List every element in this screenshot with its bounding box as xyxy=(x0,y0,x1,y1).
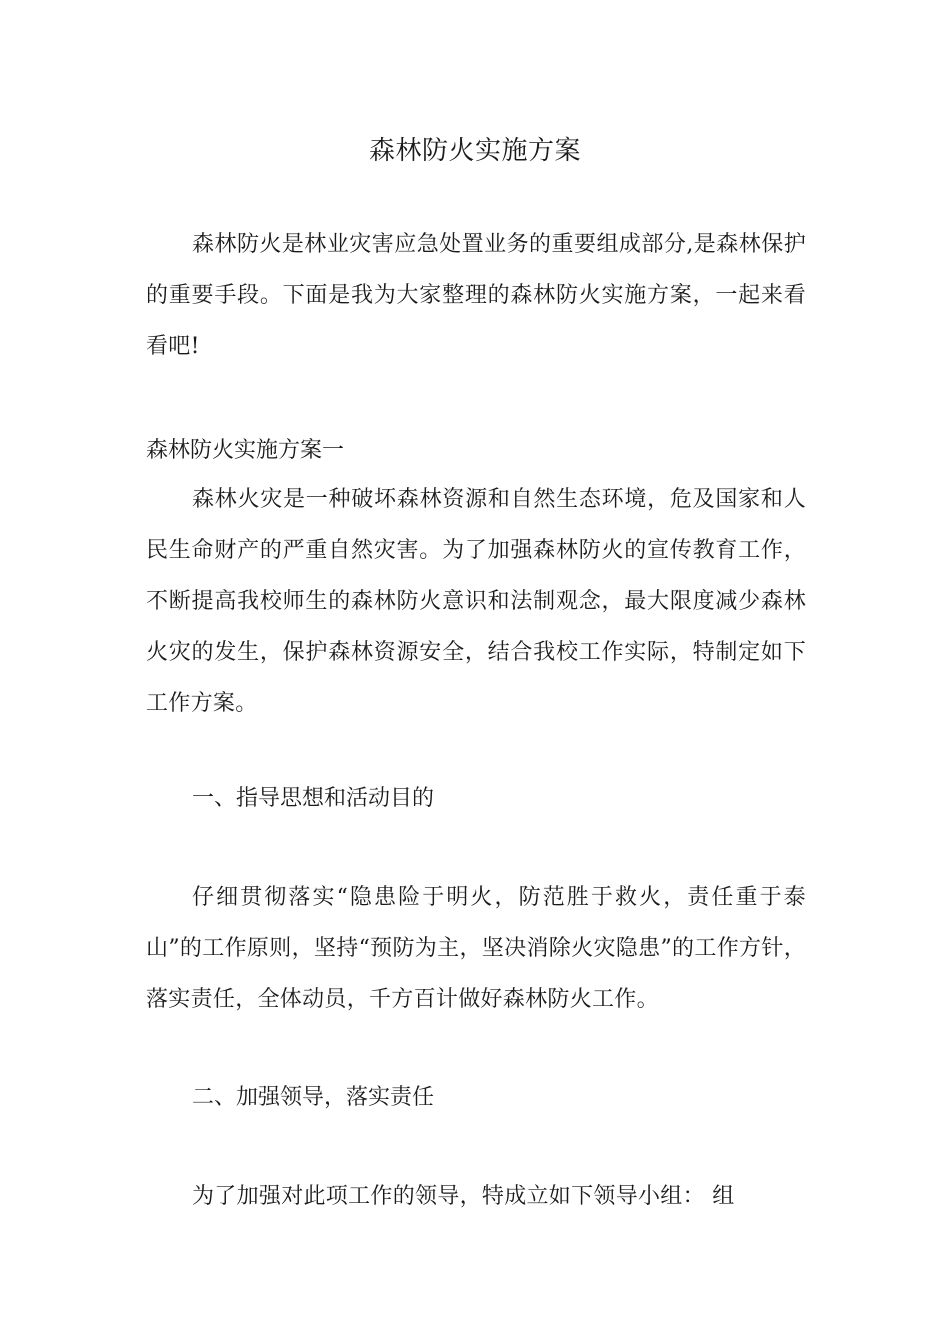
heading-guiding-principles: 一、指导思想和活动目的 xyxy=(192,786,435,811)
paragraph-3: 为了加强对此项工作的领导，特成立如下领导小组： 组 xyxy=(192,1184,735,1209)
intro-paragraph: 森林防火是林业灾害应急处置业务的重要组成部分,是森林保护的重要手段。下面是我为大家整理的森林防火实施方案，一起来看看吧! xyxy=(146,232,806,359)
heading-leadership: 二、加强领导，落实责任 xyxy=(192,1085,435,1110)
paragraph-1: 森林火灾是一种破坏森林资源和自然生态环境，危及国家和人民生命财产的严重自然灾害。为了加强森林防火的宣传教育工作，不断提高我校师生的森林防火意识和法制观念，最大限度减少森林火灾的发生，保护森林资源安全，结合我校工作实际，特制定如下工作方案。 xyxy=(146,487,806,716)
document-title: 森林防火实施方案 xyxy=(368,136,581,166)
paragraph-2: 仔细贯彻落实“隐患险于明火，防范胜于救火，责任重于泰山”的工作原则，坚持“预防为主，坚决消除火灾隐患”的工作方针，落实责任，全体动员，千方百计做好森林防火工作。 xyxy=(146,885,806,1012)
section-title: 森林防火实施方案一 xyxy=(146,438,345,463)
